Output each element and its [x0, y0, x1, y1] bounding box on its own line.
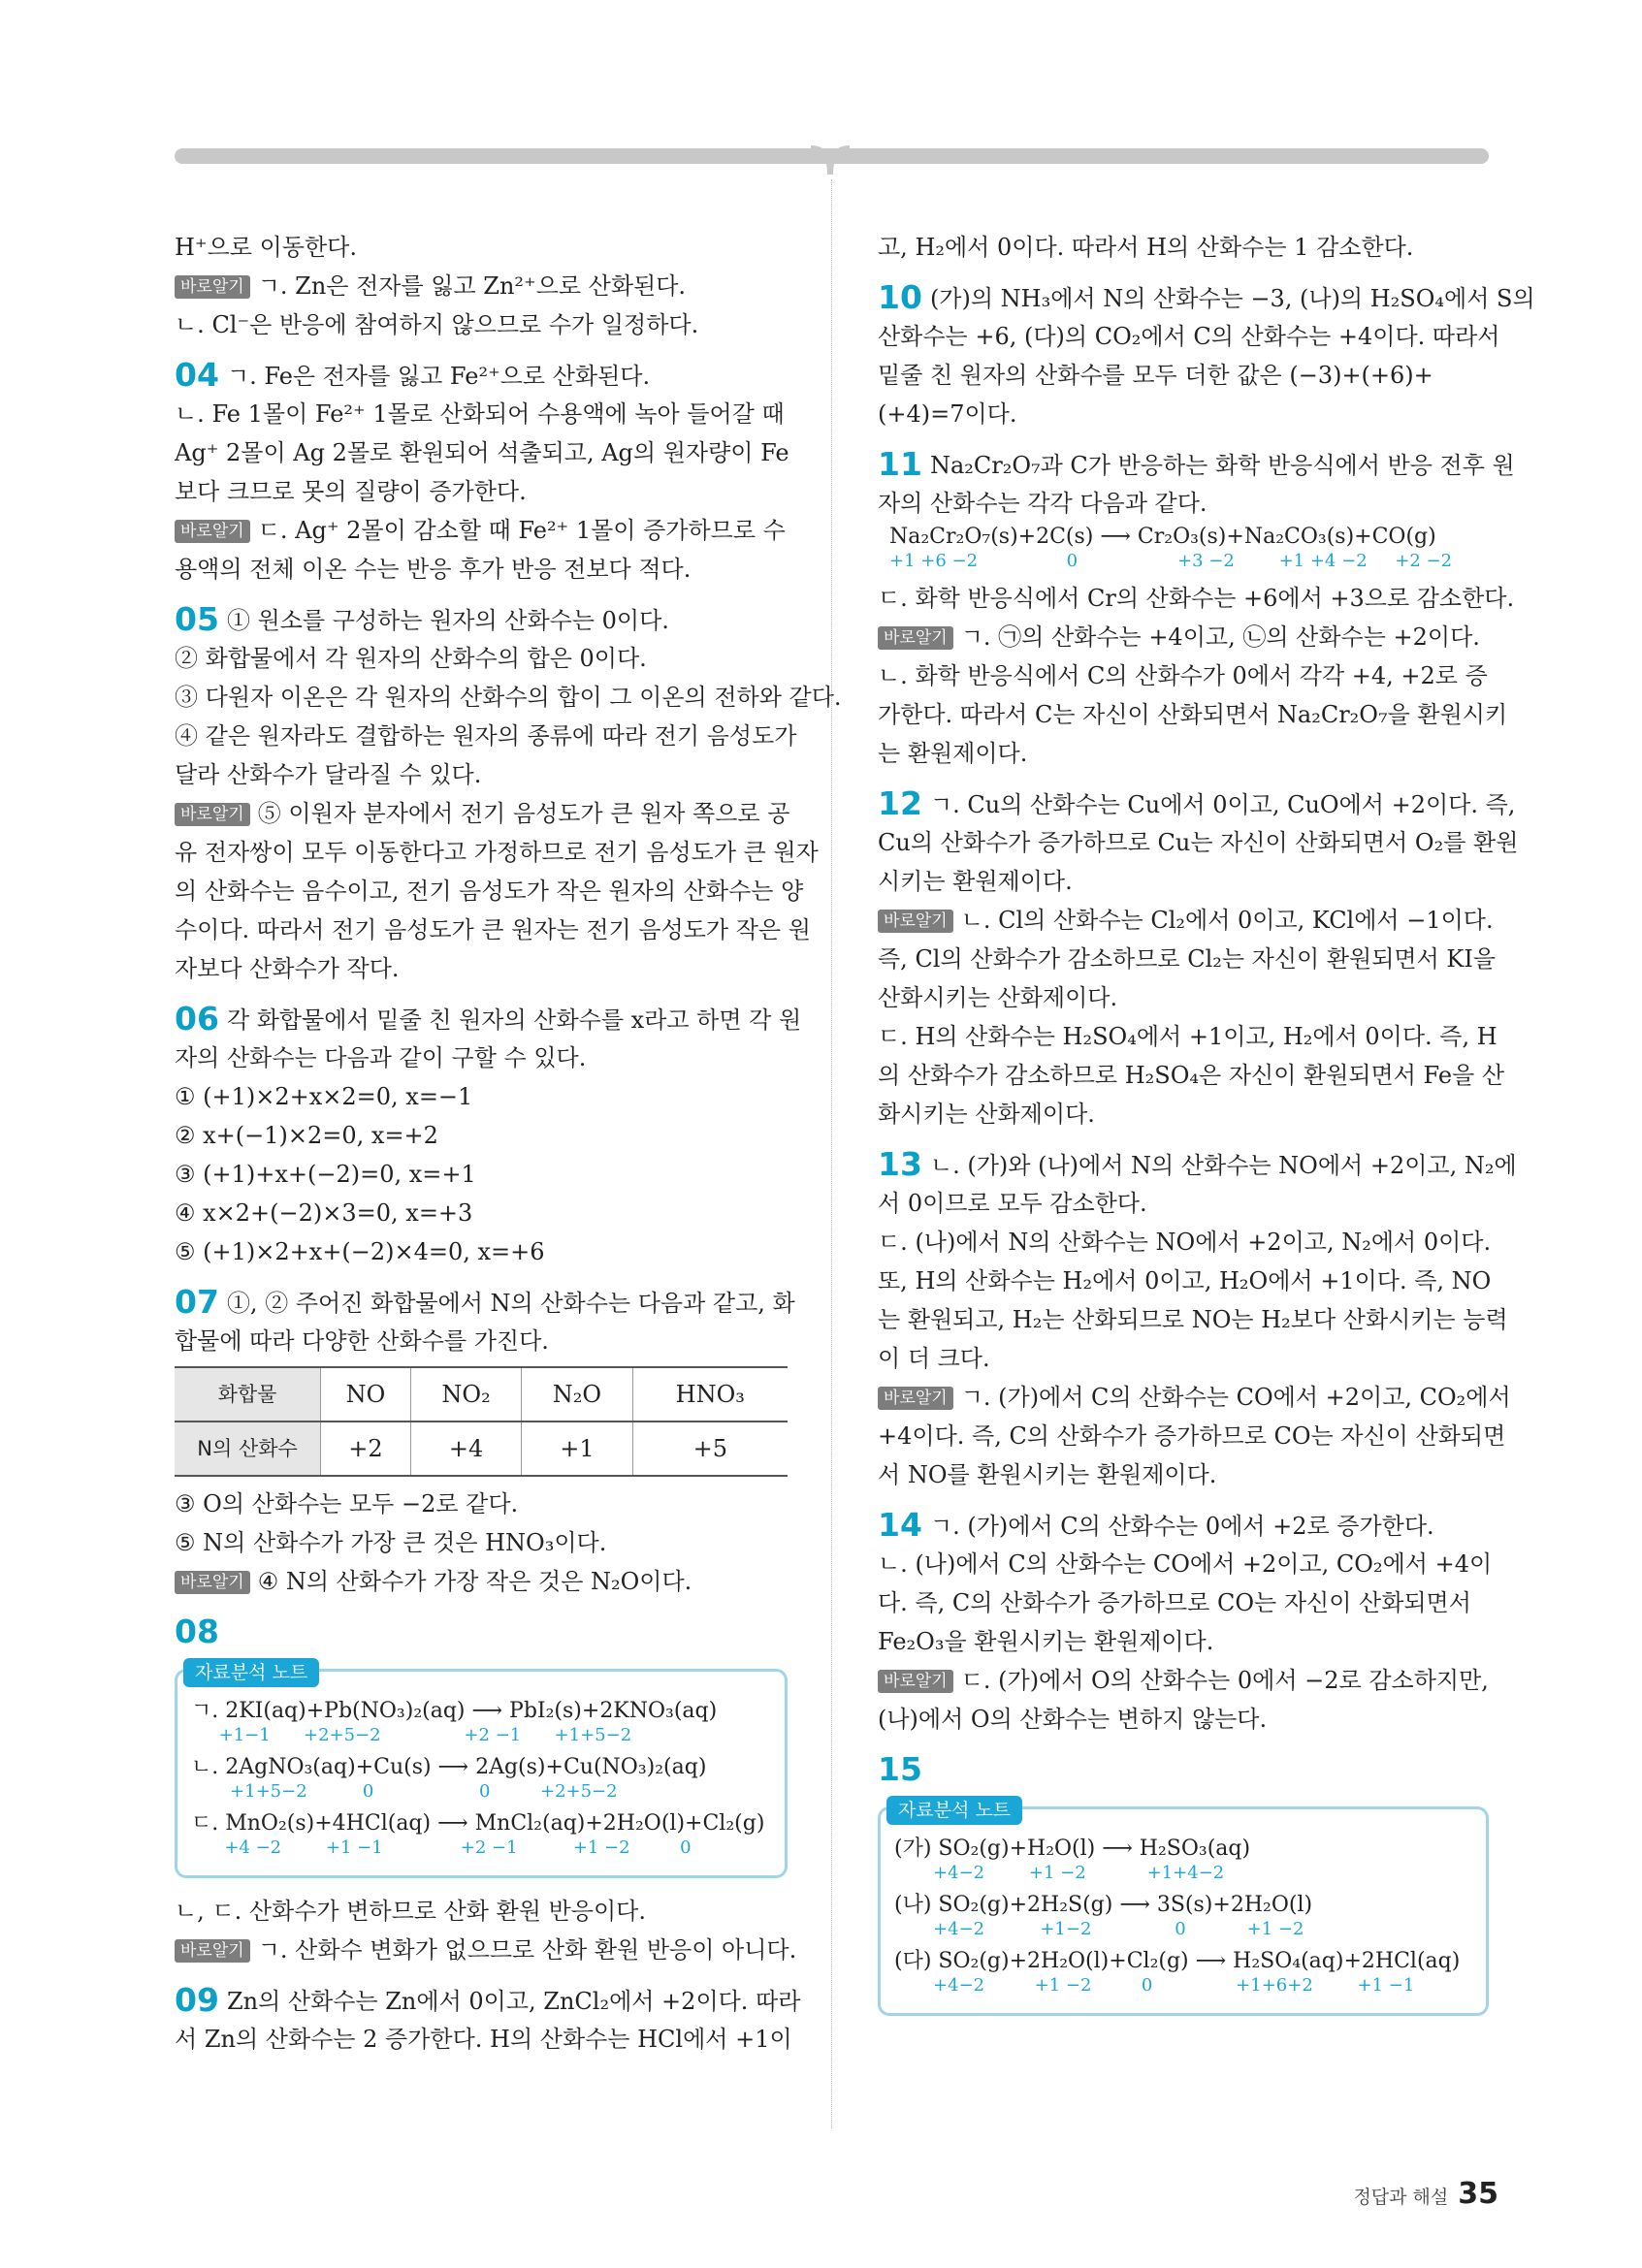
oxidation-numbers: +1−1 +2+5−2 +2 −1 +1+5−2 [191, 1725, 632, 1745]
text-line [878, 1455, 1489, 1494]
text-line [878, 1700, 1489, 1739]
text-line [175, 794, 788, 833]
text-content: 자의 산화수는 각각 다음과 같다. [878, 490, 1207, 517]
equation: (다) SO₂(g)+2H₂O(l)+Cl₂(g) ⟶ H₂SO₄(aq)+2HCl(aq) [894, 1949, 1461, 1973]
text-content: ㄴ. Fe 1몰이 Fe²⁺ 1몰로 산화되어 수용액에 녹아 들어갈 때 [175, 400, 785, 428]
text-line [175, 305, 788, 344]
text-content: 유 전자쌍이 모두 이동한다고 가정하므로 전기 음성도가 큰 원자 [175, 839, 819, 866]
text-line [175, 433, 788, 472]
oxidation-numbers: +4−2 +1 −2 +1+4−2 [894, 1863, 1225, 1883]
text-line [878, 395, 1489, 433]
text-content: 합물에 따라 다양한 산화수를 가진다. [175, 1327, 549, 1355]
text-content: Na₂Cr₂O₇과 C가 반응하는 화학 반응식에서 반응 전후 원 [929, 452, 1515, 479]
text-content: ① (+1)×2+x×2=0, x=−1 [175, 1083, 473, 1110]
text-content: ㄷ. (나)에서 N의 산화수는 NO에서 +2이고, N₂에서 0이다. [878, 1229, 1492, 1256]
table-cell: +1 [522, 1421, 632, 1476]
text-content: ② 화합물에서 각 원자의 산화수의 합은 0이다. [175, 645, 647, 672]
text-content: ㄴ. 화학 반응식에서 C의 산화수가 0에서 각각 +4, +2로 증 [878, 662, 1488, 689]
text-content: 가한다. 따라서 C는 자신이 산화되면서 Na₂Cr₂O₇을 환원시키 [878, 701, 1508, 728]
equation: ㄱ. 2KI(aq)+Pb(NO₃)₂(aq) ⟶ PbI₂(s)+2KNO₃(aq) [191, 1699, 718, 1723]
note-label: 자료분석 노트 [183, 1658, 319, 1687]
text-line [175, 395, 788, 433]
text-line [878, 901, 1494, 940]
text-content: ㄴ. Cl의 산화수는 Cl₂에서 0이고, KCl에서 −1이다. [960, 907, 1494, 934]
question-number: 10 [878, 278, 922, 316]
equation: ㄷ. MnO₂(s)+4HCl(aq) ⟶ MnCl₂(aq)+2H₂O(l)+Cl₂(g) [191, 1811, 765, 1836]
text-content: ㄴ. (가)와 (나)에서 N의 산화수는 NO에서 +2이고, N₂에 [929, 1152, 1517, 1179]
text-line [878, 1545, 1493, 1583]
text-content: ㄱ. Cu의 산화수는 Cu에서 0이고, CuO에서 +2이다. 즉, [929, 791, 1516, 818]
text-content: ⑤ 이원자 분자에서 전기 음성도가 큰 원자 쪽으로 공 [257, 800, 790, 827]
text-content: ㄷ. (가)에서 O의 산화수는 0에서 −2로 감소하지만, [960, 1667, 1489, 1694]
text-line [878, 1583, 1489, 1622]
text-content: 밑줄 친 원자의 산화수를 모두 더한 값은 (−3)+(+6)+ [878, 362, 1433, 389]
text-content: ㄱ. ㉠의 산화수는 +4이고, ㉡의 산화수는 +2이다. [960, 623, 1480, 651]
text-content: 산화시키는 산화제이다. [878, 984, 1118, 1011]
text-line [175, 1523, 788, 1562]
text-content: (나)에서 O의 산화수는 변하지 않는다. [878, 1706, 1268, 1733]
question-number: 12 [878, 784, 922, 822]
page-footer [1348, 2177, 1498, 2211]
table-cell: NO [321, 1367, 411, 1421]
text-line [878, 484, 1489, 523]
text-line [175, 2020, 792, 2059]
text-line [175, 1931, 797, 1969]
text-line [175, 511, 788, 550]
table-cell: +4 [410, 1421, 521, 1476]
text-content: ⑤ (+1)×2+x+(−2)×4=0, x=+6 [175, 1238, 545, 1265]
text-content: 화시키는 산화제이다. [878, 1101, 1095, 1128]
equation: (가) SO₂(g)+H₂O(l) ⟶ H₂SO₃(aq) [894, 1837, 1251, 1861]
text-content: (가)의 NH₃에서 N의 산화수는 −3, (나)의 H₂SO₄에서 S의 [929, 285, 1535, 312]
text-content: ㄱ. 산화수 변화가 없으므로 산화 환원 반응이 아니다. [257, 1936, 797, 1964]
text-content: Ag⁺ 2몰이 Ag 2몰로 환원되어 석출되고, Ag의 원자량이 Fe [175, 439, 789, 466]
text-content: 자보다 산화수가 작다. [175, 955, 400, 982]
text-line [878, 1300, 1508, 1339]
answer-badge: 바로알기 [175, 275, 250, 299]
text-line [175, 910, 811, 949]
equation: Na₂Cr₂O₇(s)+2C(s) ⟶ Cr₂O₃(s)+Na₂CO₃(s)+CO(g) [889, 525, 1436, 549]
text-content: Zn의 산화수는 Zn에서 0이고, ZnCl₂에서 +2이다. 따라 [226, 1988, 801, 2015]
text-content: ①, ② 주어진 화합물에서 N의 산화수는 다음과 같고, 화 [226, 1290, 795, 1317]
answer-badge: 바로알기 [878, 1387, 953, 1410]
text-line [878, 1056, 1505, 1095]
question-number: 11 [878, 445, 922, 483]
text-line [878, 278, 1535, 317]
text-content: ㄴ, ㄷ. 산화수가 변하므로 산화 환원 반응이다. [175, 1898, 646, 1925]
text-content: 는 환원되고, H₂는 산화되므로 NO는 H₂보다 산화시키는 능력 [878, 1306, 1508, 1333]
text-content: 의 산화수는 음수이고, 전기 음성도가 작은 원자의 산화수는 양 [175, 878, 804, 905]
question-number: 04 [175, 356, 219, 394]
text-line [175, 1000, 802, 1038]
text-line [175, 267, 788, 305]
text-content: 달라 산화수가 달라질 수 있다. [175, 761, 482, 788]
text-line [878, 978, 1489, 1017]
footer-text: 정답과 해설 [1353, 2187, 1449, 2208]
text-line [878, 656, 1489, 695]
text-content: 는 환원제이다. [878, 740, 1028, 767]
text-line [175, 755, 788, 794]
text-line [175, 1038, 788, 1077]
text-line [175, 949, 788, 988]
text-line [878, 1622, 1489, 1661]
text-content: 용액의 전체 이온 수는 반응 후가 반응 전보다 적다. [175, 556, 692, 583]
oxidation-numbers: +1+5−2 0 0 +2+5−2 [191, 1781, 618, 1802]
text-content: ④ 같은 원자라도 결합하는 원자의 종류에 따라 전기 음성도가 [175, 722, 797, 750]
page-fold-notch [811, 145, 850, 180]
table-header-row [175, 1367, 788, 1421]
text-content: 즉, Cl의 산화수가 감소하므로 Cl₂는 자신이 환원되면서 KI을 [878, 945, 1497, 973]
page-number: 35 [1458, 2177, 1498, 2211]
text-line [878, 940, 1497, 978]
text-line [878, 1145, 1517, 1184]
equation: (나) SO₂(g)+2H₂S(g) ⟶ 3S(s)+2H₂O(l) [894, 1893, 1313, 1917]
text-content: ㄴ. Cl⁻은 반응에 참여하지 않으므로 수가 일정하다. [175, 311, 699, 338]
answer-badge: 바로알기 [175, 1571, 250, 1594]
oxidation-numbers: +4−2 +1−2 0 +1 −2 [894, 1919, 1304, 1939]
text-content: 다. 즉, C의 산화수가 증가하므로 CO는 자신이 산화되면서 [878, 1589, 1471, 1616]
text-content: 산화수는 +6, (다)의 CO₂에서 C의 산화수는 +4이다. 따라서 [878, 323, 1500, 350]
text-line [175, 228, 788, 267]
text-line [175, 550, 788, 589]
text-line [175, 717, 797, 755]
text-content: ③ 다원자 이온은 각 원자의 산화수의 합이 그 이온의 전하와 같다. [175, 684, 842, 711]
text-line [878, 1223, 1492, 1262]
column-divider [831, 179, 832, 2128]
oxidation-numbers: +1 +6 −2 0 +3 −2 +1 +4 −2 +2 −2 [889, 551, 1453, 571]
text-line [878, 823, 1519, 862]
table-cell: HNO₃ [632, 1367, 788, 1421]
question-number: 05 [175, 600, 219, 638]
text-line [175, 1981, 801, 2020]
text-content: ㄱ. (가)에서 C의 산화수는 0에서 +2로 증가한다. [929, 1513, 1434, 1540]
text-line [878, 445, 1515, 484]
text-content: ㄱ. Zn은 전자를 잃고 Zn²⁺으로 산화된다. [257, 272, 687, 300]
text-line [175, 472, 788, 511]
text-line [175, 1077, 788, 1116]
oxidation-number-table [175, 1366, 788, 1477]
table-cell: +5 [632, 1421, 788, 1476]
text-content: 보다 크므로 못의 질량이 증가한다. [175, 478, 527, 505]
table-cell: +2 [321, 1421, 411, 1476]
text-line [878, 228, 1489, 267]
table-cell: N₂O [522, 1367, 632, 1421]
text-content: ③ (+1)+x+(−2)=0, x=+1 [175, 1161, 476, 1188]
text-line [175, 356, 788, 395]
text-line [878, 1184, 1489, 1223]
text-line [175, 1232, 788, 1271]
data-analysis-note-08 [175, 1662, 788, 1878]
text-content: Cu의 산화수가 증가하므로 Cu는 자신이 산화되면서 O₂를 환원 [878, 829, 1519, 856]
text-line [878, 695, 1508, 734]
question-number: 08 [175, 1613, 219, 1650]
text-line [878, 1339, 1489, 1378]
question-number: 07 [175, 1283, 219, 1321]
text-content: 서 0이므로 모두 감소한다. [878, 1190, 1147, 1217]
note-label: 자료분석 노트 [886, 1796, 1022, 1825]
text-content: ㄷ. Ag⁺ 2몰이 감소할 때 Fe²⁺ 1몰이 증가하므로 수 [257, 517, 786, 544]
equation-block-11 [889, 523, 1489, 571]
text-line [175, 600, 788, 639]
oxidation-numbers: +4−2 +1 −2 0 +1+6+2 +1 −1 [894, 1975, 1415, 1996]
text-content: ㄴ. (나)에서 C의 산화수는 CO에서 +2이고, CO₂에서 +4이 [878, 1550, 1493, 1578]
text-line [175, 1562, 788, 1601]
text-content: 의 산화수가 감소하므로 H₂SO₄은 자신이 환원되면서 Fe을 산 [878, 1062, 1505, 1089]
text-line [878, 317, 1500, 356]
text-line [878, 862, 1489, 901]
data-analysis-note-15 [878, 1800, 1489, 2016]
text-line [175, 1892, 788, 1931]
text-content: 서 NO를 환원시키는 환원제이다. [878, 1461, 1217, 1488]
text-line [175, 1116, 788, 1155]
table-cell: N의 산화수 [175, 1421, 321, 1476]
text-line [175, 1322, 788, 1360]
text-content: ① 원소를 구성하는 원자의 산화수는 0이다. [226, 607, 669, 634]
text-content: 자의 산화수는 다음과 같이 구할 수 있다. [175, 1044, 587, 1071]
text-line [878, 784, 1516, 823]
text-content: 시키는 환원제이다. [878, 868, 1073, 895]
text-content: ㄱ. Fe은 전자를 잃고 Fe²⁺으로 산화된다. [226, 363, 651, 390]
text-line [878, 1095, 1489, 1134]
text-content: 고, H₂에서 0이다. 따라서 H의 산화수는 1 감소한다. [878, 234, 1414, 261]
text-content: ㄷ. 화학 반응식에서 Cr의 산화수는 +6에서 +3으로 감소한다. [878, 585, 1515, 612]
question-number: 13 [878, 1145, 922, 1183]
answer-badge: 바로알기 [878, 910, 953, 933]
question-number: 15 [878, 1750, 922, 1788]
text-content: H⁺으로 이동한다. [175, 234, 357, 261]
text-line [878, 1506, 1489, 1545]
question-15-heading [878, 1750, 1489, 1789]
text-content: (+4)=7이다. [878, 400, 1017, 428]
text-content: ② x+(−1)×2=0, x=+2 [175, 1122, 438, 1149]
text-line [878, 1262, 1492, 1300]
text-line [175, 872, 804, 910]
text-content: 또, H의 산화수는 H₂에서 0이고, H₂O에서 +1이다. 즉, NO [878, 1267, 1492, 1294]
text-content: ⑤ N의 산화수가 가장 큰 것은 HNO₃이다. [175, 1529, 607, 1556]
left-column [175, 228, 842, 2059]
text-content: ④ x×2+(−2)×3=0, x=+3 [175, 1199, 473, 1227]
text-line [878, 1017, 1497, 1056]
text-content: 각 화합물에서 밑줄 친 원자의 산화수를 x라고 하면 각 원 [226, 1006, 802, 1034]
text-content: ④ N의 산화수가 가장 작은 것은 N₂O이다. [257, 1568, 692, 1595]
text-content: 이 더 크다. [878, 1345, 990, 1372]
text-line [878, 618, 1489, 656]
text-line [878, 1417, 1506, 1455]
question-08-heading [175, 1613, 788, 1651]
answer-badge: 바로알기 [878, 1670, 953, 1693]
question-number: 09 [175, 1981, 219, 2019]
equation: ㄴ. 2AgNO₃(aq)+Cu(s) ⟶ 2Ag(s)+Cu(NO₃)₂(aq) [191, 1755, 707, 1779]
text-line [175, 1194, 788, 1232]
text-line [175, 639, 788, 678]
text-content: 수이다. 따라서 전기 음성도가 큰 원자는 전기 음성도가 작은 원 [175, 916, 811, 943]
table-row [175, 1421, 788, 1476]
text-line [175, 1155, 788, 1194]
oxidation-numbers: +4 −2 +1 −1 +2 −1 +1 −2 0 [191, 1837, 692, 1858]
text-content: +4이다. 즉, C의 산화수가 증가하므로 CO는 자신이 산화되면 [878, 1422, 1506, 1450]
text-line [175, 1283, 795, 1322]
text-line [878, 1661, 1489, 1700]
text-content: ㄷ. H의 산화수는 H₂SO₄에서 +1이고, H₂에서 0이다. 즉, H [878, 1023, 1497, 1050]
text-line [175, 833, 819, 872]
text-content: ③ O의 산화수는 모두 −2로 같다. [175, 1490, 519, 1517]
table-cell: 화합물 [175, 1367, 321, 1421]
right-column [878, 228, 1535, 2029]
answer-badge: 바로알기 [878, 626, 953, 650]
table-cell: NO₂ [410, 1367, 521, 1421]
text-content: 서 Zn의 산화수는 2 증가한다. H의 산화수는 HCl에서 +1이 [175, 2026, 792, 2053]
question-number: 06 [175, 1000, 219, 1038]
question-number: 14 [878, 1506, 922, 1544]
text-content: ㄱ. (가)에서 C의 산화수는 CO에서 +2이고, CO₂에서 [960, 1384, 1511, 1411]
answer-badge: 바로알기 [175, 520, 250, 543]
answer-badge: 바로알기 [175, 1939, 250, 1963]
answer-badge: 바로알기 [175, 803, 250, 826]
text-line [878, 356, 1489, 395]
text-line [175, 1485, 788, 1523]
text-line [878, 579, 1515, 618]
text-content: Fe₂O₃을 환원시키는 환원제이다. [878, 1628, 1214, 1655]
text-line [878, 1378, 1511, 1417]
text-line [878, 734, 1489, 773]
text-line [175, 678, 842, 717]
